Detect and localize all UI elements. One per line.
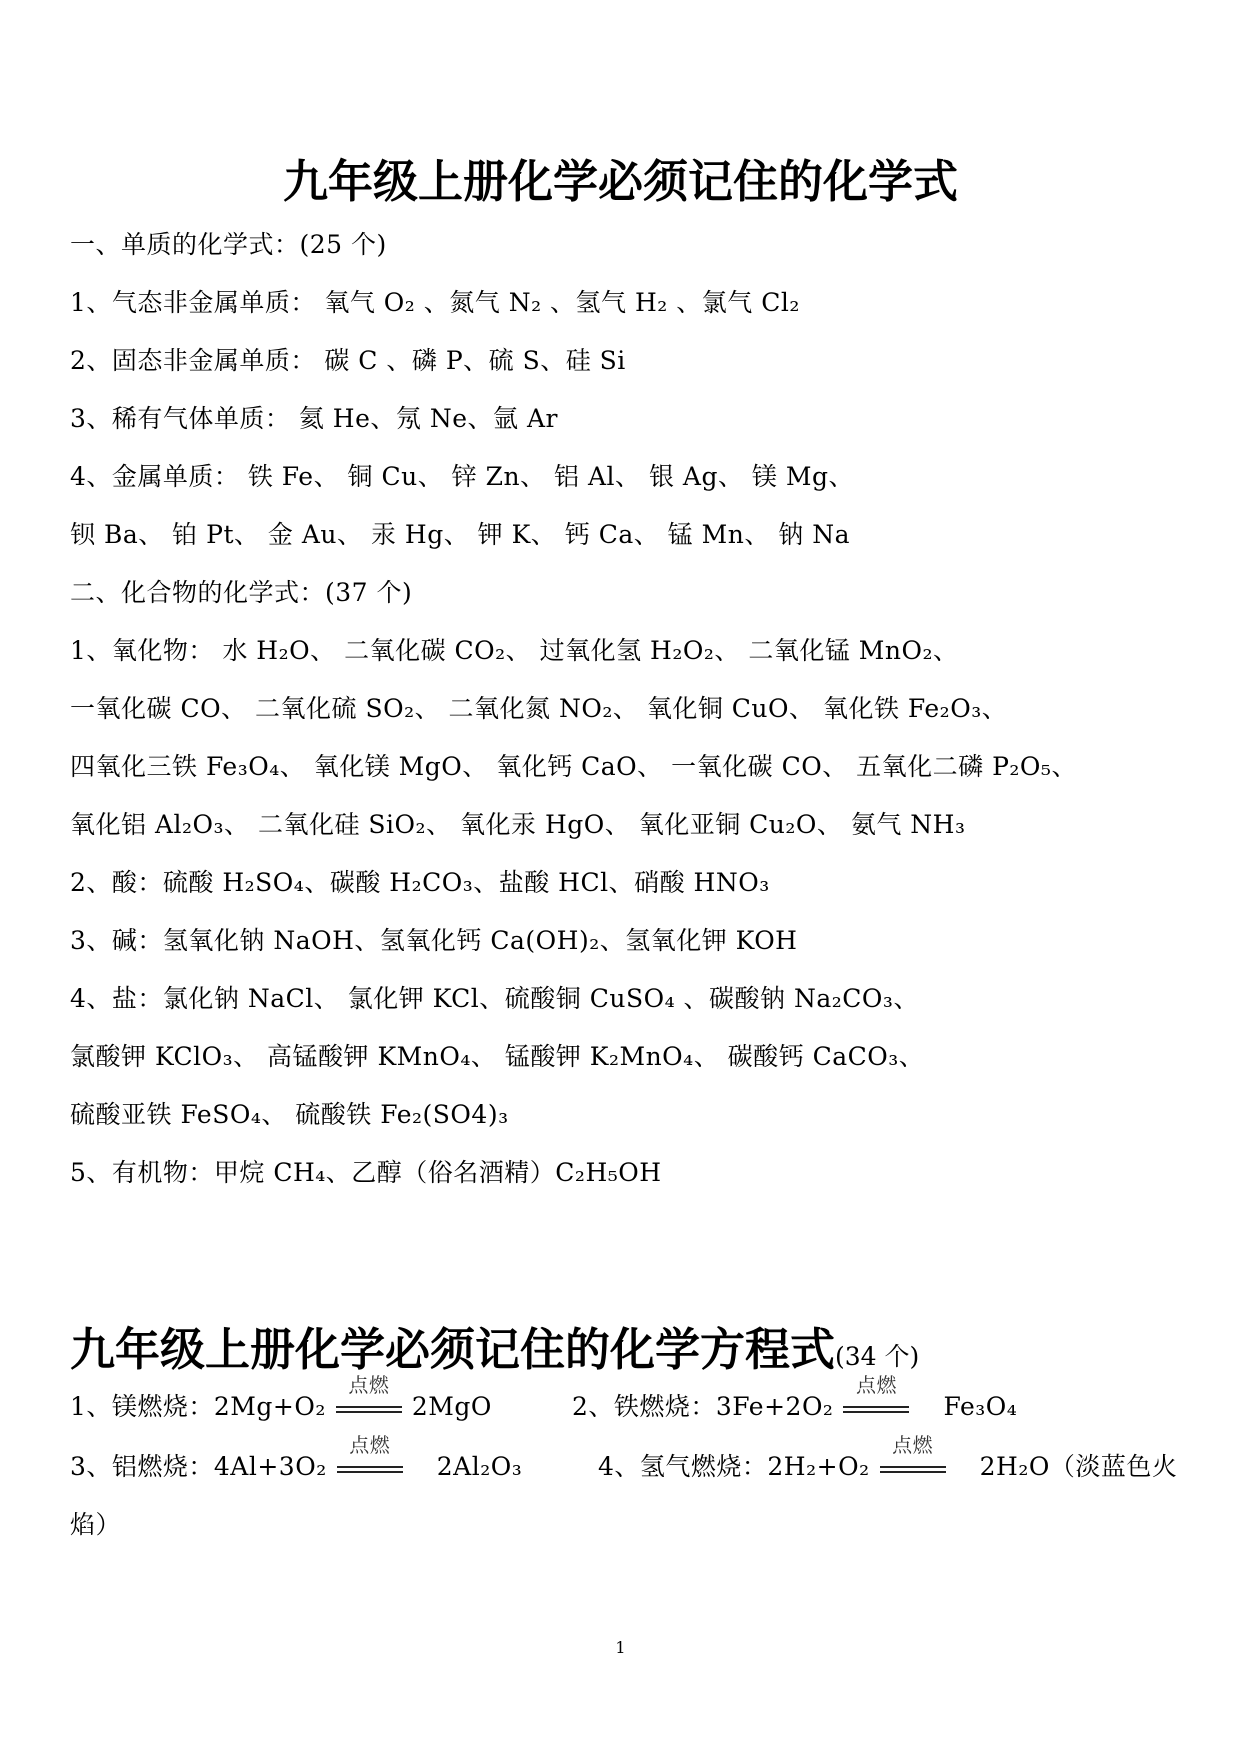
equation-row bbox=[598, 1433, 1178, 1484]
equations-heading-text: 九年级上册化学必须记住的化学方程式 bbox=[70, 1323, 836, 1376]
equation-hydrogen bbox=[598, 1433, 1178, 1484]
equation-row bbox=[70, 1373, 492, 1424]
equation-rhs: 2MgO bbox=[411, 1392, 492, 1421]
equals-line-top bbox=[336, 1406, 402, 1408]
page-number: 1 bbox=[615, 1638, 626, 1657]
reaction-condition bbox=[336, 1373, 402, 1424]
formula-line: 2、酸：硫酸 H₂SO₄、碳酸 H₂CO₃、盐酸 HCl、硝酸 HNO₃ bbox=[70, 868, 770, 897]
section-heading-compounds: 二、化合物的化学式：(37 个) bbox=[70, 578, 413, 607]
formula-line: 钡 Ba、 铂 Pt、 金 Au、 汞 Hg、 钾 K、 钙 Ca、 锰 Mn、 钠 Na bbox=[70, 520, 850, 549]
equation-lhs: 4、氢气燃烧：2H₂+O₂ bbox=[598, 1452, 870, 1481]
equation-aluminum bbox=[70, 1433, 523, 1484]
reaction-condition bbox=[843, 1373, 909, 1424]
equations-heading bbox=[70, 1320, 919, 1387]
formula-line: 5、有机物：甲烷 CH₄、乙醇（俗名酒精）C₂H₅OH bbox=[70, 1158, 662, 1187]
equation-rhs: Fe₃O₄ bbox=[943, 1392, 1018, 1421]
formula-line: 硫酸亚铁 FeSO₄、 硫酸铁 Fe₂(SO4)₃ bbox=[70, 1100, 509, 1129]
condition-label: 点燃 bbox=[348, 1373, 390, 1397]
equals-line-bottom bbox=[336, 1411, 402, 1413]
formula-line: 四氧化三铁 Fe₃O₄、 氧化镁 MgO、 氧化钙 CaO、 一氧化碳 CO、 五氧化二磷 P₂O₅、 bbox=[70, 752, 1077, 781]
formula-line: 1、气态非金属单质： 氧气 O₂ 、氮气 N₂ 、氢气 H₂ 、氯气 Cl₂ bbox=[70, 288, 800, 317]
formula-line: 氧化铝 Al₂O₃、 二氧化硅 SiO₂、 氧化汞 HgO、 氧化亚铜 Cu₂O、 氨气 NH₃ bbox=[70, 810, 966, 839]
equation-rhs: 2Al₂O₃ bbox=[436, 1452, 523, 1481]
formula-line: 3、稀有气体单质： 氦 He、氖 Ne、氩 Ar bbox=[70, 404, 558, 433]
formula-line: 4、金属单质： 铁 Fe、 铜 Cu、 锌 Zn、 铝 Al、 银 Ag、 镁 Mg、 bbox=[70, 462, 854, 491]
equation-iron bbox=[572, 1373, 1018, 1424]
equals-line-top bbox=[843, 1406, 909, 1408]
equation-rhs: 2H₂O（淡蓝色火 bbox=[979, 1452, 1178, 1481]
page-title: 九年级上册化学必须记住的化学式 bbox=[282, 155, 958, 208]
condition-label: 点燃 bbox=[855, 1373, 897, 1397]
section-heading-elements: 一、单质的化学式：(25 个) bbox=[70, 230, 387, 259]
equation-lhs: 2、铁燃烧：3Fe+2O₂ bbox=[572, 1392, 834, 1421]
condition-label: 点燃 bbox=[349, 1433, 391, 1457]
equation-row bbox=[572, 1373, 1018, 1424]
equation-lhs: 1、镁燃烧：2Mg+O₂ bbox=[70, 1392, 326, 1421]
equation-magnesium bbox=[70, 1373, 492, 1424]
formula-line: 3、碱：氢氧化钠 NaOH、氢氧化钙 Ca(OH)₂、氢氧化钾 KOH bbox=[70, 926, 798, 955]
equation-lhs: 3、铝燃烧：4Al+3O₂ bbox=[70, 1452, 327, 1481]
equation-continuation: 焰） bbox=[70, 1510, 122, 1539]
equals-line-top bbox=[880, 1466, 946, 1468]
reaction-condition bbox=[337, 1433, 403, 1484]
equals-line-bottom bbox=[880, 1471, 946, 1473]
equals-line-bottom bbox=[337, 1471, 403, 1473]
equals-line-bottom bbox=[843, 1411, 909, 1413]
condition-label: 点燃 bbox=[892, 1433, 934, 1457]
formula-line: 1、氧化物： 水 H₂O、 二氧化碳 CO₂、 过氧化氢 H₂O₂、 二氧化锰 MnO₂、 bbox=[70, 636, 959, 665]
equation-row bbox=[70, 1433, 523, 1484]
formula-line: 2、固态非金属单质： 碳 C 、磷 P、硫 S、硅 Si bbox=[70, 346, 626, 375]
equations-heading-count: (34 个) bbox=[835, 1342, 920, 1371]
equals-line-top bbox=[337, 1466, 403, 1468]
reaction-condition bbox=[880, 1433, 946, 1484]
formula-line: 4、盐：氯化钠 NaCl、 氯化钾 KCl、硫酸铜 CuSO₄ 、碳酸钠 Na₂CO₃、 bbox=[70, 984, 919, 1013]
formula-line: 一氧化碳 CO、 二氧化硫 SO₂、 二氧化氮 NO₂、 氧化铜 CuO、 氧化铁 Fe₂O₃、 bbox=[70, 694, 1008, 723]
formula-line: 氯酸钾 KClO₃、 高锰酸钾 KMnO₄、 锰酸钾 K₂MnO₄、 碳酸钙 CaCO₃、 bbox=[70, 1042, 925, 1071]
